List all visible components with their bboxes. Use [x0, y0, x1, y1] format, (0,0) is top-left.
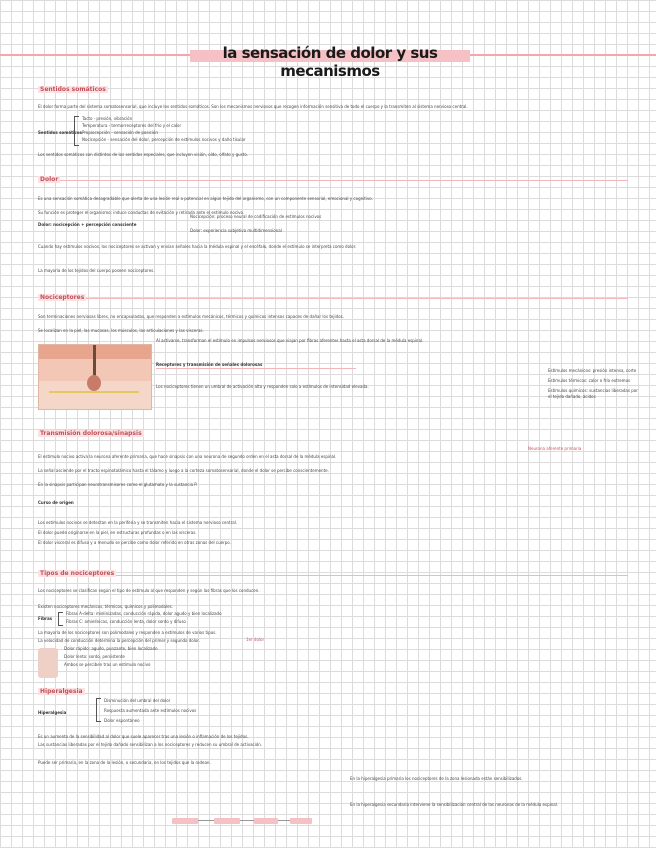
nociceptores-p2: Se localizan en la piel, las mucosas, los músculos, las articulaciones y las vísceras. — [38, 328, 204, 333]
dolor-line-2: Nocicepción: proceso neural de codificación de estímulos nocivos — [190, 214, 322, 219]
nociceptores-bullet: Al activarse, transforman el estímulo en impulsos nerviosos que viajan por fibras aferentes hasta el asta dorsal de la médula espinal. — [156, 338, 424, 343]
hiperalgesia-item-3: Dolor espontáneo — [104, 718, 140, 723]
skin-cross-section-illustration — [38, 344, 152, 410]
heading-dolor: Dolor — [40, 176, 59, 183]
hiperalgesia-p3: Puede ser primaria, en la zona de la lesión, o secundaria, en los tejidos que la rodean. — [38, 760, 211, 765]
title-rule-left — [0, 54, 190, 56]
flow-connector-3 — [278, 820, 290, 821]
sentidos-outro: Los sentidos somáticos son distintos de los sentidos especiales, que incluyen visión, oído, olfato y gusto. — [38, 152, 249, 157]
flow-connector-2 — [240, 820, 254, 821]
sentidos-item-1: Tacto - presión, vibración — [82, 116, 133, 121]
tipos-brace — [58, 612, 63, 626]
sentidos-label: Sentidos somáticos — [38, 130, 82, 135]
flow-box-1 — [172, 818, 198, 824]
page-title: la sensación de dolor y sus mecanismos — [222, 44, 438, 80]
dolor-p2: Su función es proteger el organismo: induce conductas de evitación y retirada ante el estímulo nocivo. — [38, 210, 245, 215]
hair-follicle — [87, 375, 101, 391]
heading-sentidos: Sentidos somáticos — [40, 86, 106, 93]
tipos-hand-3: Ambos se perciben tras un estímulo nocivo — [64, 662, 151, 667]
hiperalgesia-item-1: Disminución del umbral del dolor — [104, 698, 171, 703]
hiperalgesia-note-1: En la hiperalgesia primaria los nociceptores de la zona lesionada están sensibilizados. — [350, 776, 523, 781]
sentidos-brace — [74, 116, 79, 146]
heading-transmision: Transmisión dolorosa/sinapsis — [40, 430, 142, 437]
flow-box-2 — [214, 818, 240, 824]
nociceptores-rule — [38, 298, 628, 299]
dolor-line-1: Dolor: nocicepción + percepción consciente — [38, 222, 137, 227]
nociceptores-p1: Son terminaciones nerviosas libres, no encapsuladas, que responden a estímulos mecánicos, térmicos y químicos intensos capaces de dañar los tejidos. — [38, 314, 344, 319]
heading-nociceptores: Nociceptores — [40, 294, 85, 301]
tipos-item-2: Fibras C: amielínicas, conducción lenta, dolor sordo y difuso — [66, 619, 186, 624]
curso-p1: Los estímulos nocivos se detectan en la periferia y se transmiten hacia el sistema nervioso central. — [38, 520, 238, 525]
transmision-p1: El estímulo nocivo activa la neurona aferente primaria, que hace sinapsis con una neurona de segundo orden en el asta dorsal de la médula espinal. — [38, 454, 337, 459]
dolor-p3: Cuando hay estímulos nocivos, los nociceptores se activan y envían señales hacia la médula espinal y el encéfalo, donde el estímulo se interpreta como dolor. — [38, 244, 357, 249]
hiperalgesia-note-2: En la hiperalgesia secundaria interviene la sensibilización central de las neuronas de la médula espinal. — [350, 802, 559, 807]
transmision-p2: La señal asciende por el tracto espinotalámico hasta el tálamo y luego a la corteza somatosensorial, donde el dolor se percibe conscientemente. — [38, 468, 329, 473]
tipos-annot: 1er dolor — [246, 637, 265, 642]
tipos-item-1: Fibras A-delta: mielinizadas, conducción rápida, dolor agudo y bien localizado — [66, 611, 222, 616]
tipos-label: Fibras — [38, 616, 53, 621]
title-rule-right — [470, 54, 656, 56]
tipos-p1: Los nociceptores se clasifican según el tipo de estímulo al que responden y según las fibras que los conducen. — [38, 588, 260, 593]
heading-curso: Curso de origen — [38, 500, 74, 505]
tipos-p3: La mayoría de los nociceptores son polimodales y responden a estímulos de varios tipos. — [38, 630, 217, 635]
dolor-rule — [38, 180, 628, 181]
tipos-hand-1: Dolor rápido: agudo, punzante, bien localizado — [64, 646, 158, 651]
curso-p2: El dolor puede originarse en la piel, en estructuras profundas o en las vísceras. — [38, 530, 197, 535]
tipos-p2: Existen nociceptores mecánicos, térmicos, químicos y polimodales. — [38, 604, 173, 609]
nociceptores-side-3: Estímulos químicos: sustancias liberadas por el tejido dañado, ácidos — [548, 388, 638, 399]
hiperalgesia-item-2: Respuesta aumentada ante estímulos nocivos — [104, 708, 197, 713]
hiperalgesia-brace — [96, 698, 101, 722]
dolor-p1: Es una sensación somática desagradable que alerta de una lesión real o potencial en algún tejido del organismo, con un componente sensorial, emocional y cognitivo. — [38, 196, 373, 201]
dolor-line-3: Dolor: experiencia subjetiva multidimensional — [190, 228, 282, 233]
nociceptores-side-2: Estímulos térmicos: calor o frío extremos — [548, 378, 631, 383]
title-block — [190, 44, 470, 80]
nociceptores-side-1: Estímulos mecánicos: presión intensa, corte — [548, 368, 637, 373]
sentidos-item-4: Nocicepción - sensación del dolor, percepción de estímulos nocivos y daño tisular — [82, 137, 246, 142]
flow-box-4 — [290, 818, 312, 824]
heading-tipos: Tipos de nociceptores — [40, 570, 115, 577]
tipos-p4: La velocidad de conducción determina la percepción del primer y segundo dolor. — [38, 638, 200, 643]
dolor-p4: La mayoría de los tejidos del cuerpo poseen nociceptores. — [38, 268, 155, 273]
tipos-rule — [38, 575, 628, 576]
hand-illustration — [38, 648, 58, 678]
sentidos-intro: El dolor forma parte del sistema somatosensorial, que incluye los sentidos somáticos. Son los mecanismos nerviosos que recogen información sensitiva de todo el cuerpo y la transmiten al sistema nervioso central. — [38, 104, 468, 109]
hiperalgesia-p2: Las sustancias liberadas por el tejido dañado sensibilizan a los nociceptores y reducen su umbral de activación. — [38, 742, 263, 747]
sentidos-item-2: Temperatura - termorreceptores del frío y el calor — [82, 123, 182, 128]
transmision-p3: En la sinapsis participan neurotransmisores como el glutamato y la sustancia P. — [38, 482, 198, 487]
heading-hiperalgesia: Hiperalgesia — [40, 688, 83, 695]
hiperalgesia-p1: Es un aumento de la sensibilidad al dolor que suele aparecer tras una lesión o inflamación de los tejidos. — [38, 734, 249, 739]
sentidos-item-3: Propiocepción - sensación de posición — [82, 130, 158, 135]
flow-box-3 — [254, 818, 278, 824]
flow-connector-1 — [198, 820, 214, 821]
hiperalgesia-label: Hiperalgesia — [38, 710, 67, 715]
nociceptores-p3: Los nociceptores tienen un umbral de activación alto y responden solo a estímulos de intensidad elevada. — [156, 384, 369, 389]
tipos-hand-2: Dolor lento: sordo, persistente — [64, 654, 125, 659]
nociceptores-subhead: Receptores y transmisión de señales dolorosas — [156, 362, 263, 367]
curso-p3: El dolor visceral es difuso y a menudo se percibe como dolor referido en otras zonas del cuerpo. — [38, 540, 231, 545]
nociceptores-subhead-underline — [156, 368, 356, 369]
transmision-annot: Neurona aferente primaria — [528, 446, 582, 451]
nerve-fiber — [49, 391, 139, 393]
